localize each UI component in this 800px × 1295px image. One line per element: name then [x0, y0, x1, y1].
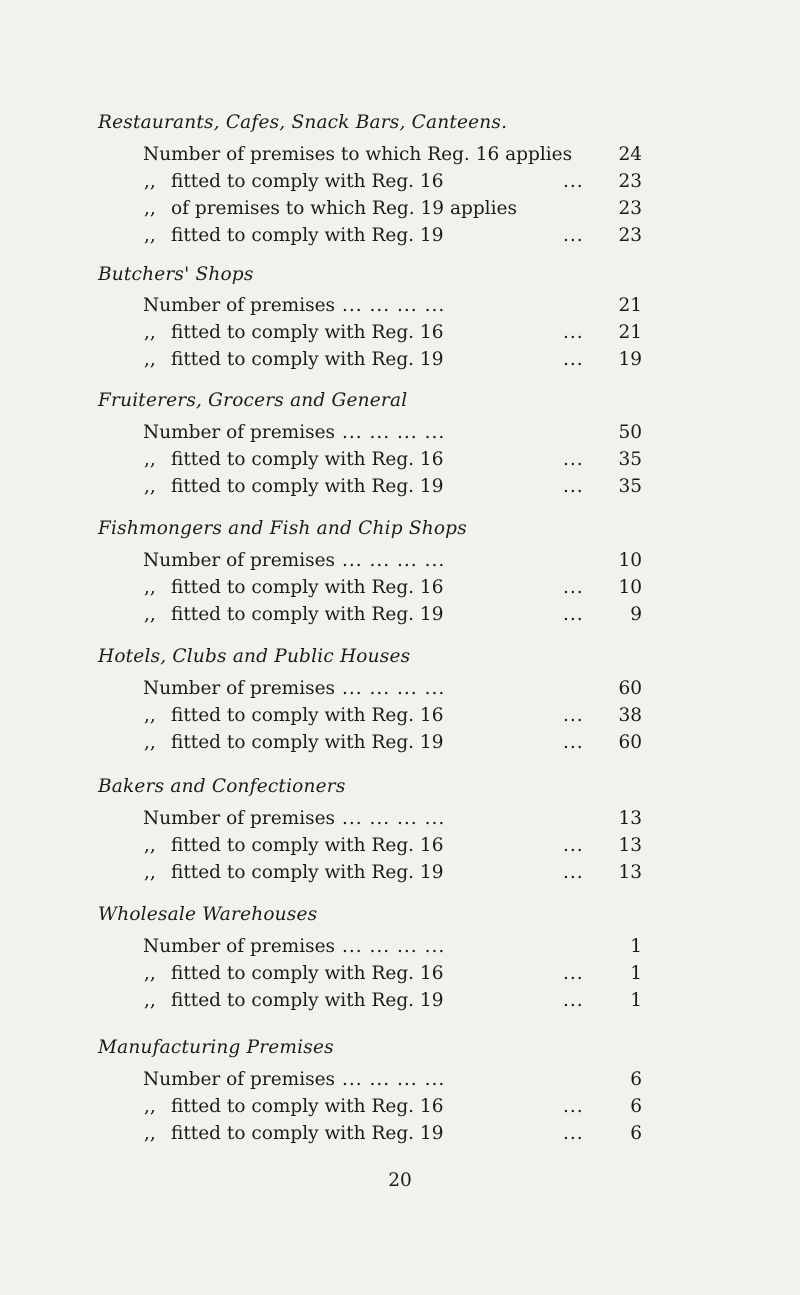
table-row: [0, 808, 800, 836]
dot-leaders: ...: [563, 322, 584, 343]
ditto-mark: ,,: [144, 990, 156, 1011]
section-heading: Bakers and Confectioners: [98, 776, 346, 797]
section-heading: Wholesale Warehouses: [98, 904, 318, 925]
row-value: 50: [618, 422, 642, 443]
row-value: 19: [618, 349, 642, 370]
row-label: Number of premises: [143, 808, 336, 829]
ditto-mark: ,,: [144, 577, 156, 598]
dot-leaders: ...: [563, 1123, 584, 1144]
dot-leaders: ...: [563, 705, 584, 726]
row-label: fitted to comply with Reg. 16: [171, 705, 444, 726]
row-value: 6: [630, 1096, 642, 1117]
table-row: [0, 349, 800, 377]
section-heading: Restaurants, Cafes, Snack Bars, Canteens.: [98, 112, 508, 133]
ditto-mark: ,,: [144, 1096, 156, 1117]
dot-leaders: ... ... ... ...: [342, 678, 446, 699]
row-label: fitted to comply with Reg. 16: [171, 449, 444, 470]
row-value: 23: [618, 225, 642, 246]
row-label: Number of premises: [143, 295, 336, 316]
row-value: 38: [618, 705, 642, 726]
dot-leaders: ...: [563, 225, 584, 246]
row-label: Number of premises: [143, 936, 336, 957]
row-label: Number of premises: [143, 1069, 336, 1090]
table-row: [0, 1123, 800, 1151]
row-label: fitted to comply with Reg. 19: [171, 225, 444, 246]
section-heading: Fishmongers and Fish and Chip Shops: [98, 518, 467, 539]
row-value: 13: [618, 808, 642, 829]
row-value: 35: [618, 449, 642, 470]
row-value: 6: [630, 1069, 642, 1090]
dot-leaders: ...: [563, 476, 584, 497]
row-value: 9: [630, 604, 642, 625]
dot-leaders: ... ... ... ...: [342, 422, 446, 443]
row-value: 21: [618, 322, 642, 343]
row-value: 35: [618, 476, 642, 497]
row-label: Number of premises: [143, 678, 336, 699]
row-label: fitted to comply with Reg. 19: [171, 349, 444, 370]
ditto-mark: ,,: [144, 171, 156, 192]
row-value: 6: [630, 1123, 642, 1144]
dot-leaders: ...: [563, 604, 584, 625]
dot-leaders: ...: [563, 449, 584, 470]
dot-leaders: ... ... ... ...: [342, 550, 446, 571]
dot-leaders: ... ... ... ...: [342, 1069, 446, 1090]
row-label: Number of premises to which Reg. 16 applies: [143, 144, 573, 165]
ditto-mark: ,,: [144, 225, 156, 246]
table-row: [0, 678, 800, 706]
row-label: fitted to comply with Reg. 16: [171, 577, 444, 598]
table-row: [0, 295, 800, 323]
section-heading: Manufacturing Premises: [98, 1037, 334, 1058]
table-row: [0, 577, 800, 605]
section-heading: Fruiterers, Grocers and General: [98, 390, 408, 411]
ditto-mark: ,,: [144, 449, 156, 470]
row-value: 1: [630, 990, 642, 1011]
row-value: 21: [618, 295, 642, 316]
row-label: Number of premises: [143, 422, 336, 443]
dot-leaders: ...: [563, 990, 584, 1011]
ditto-mark: ,,: [144, 349, 156, 370]
ditto-mark: ,,: [144, 705, 156, 726]
dot-leaders: ...: [563, 577, 584, 598]
dot-leaders: ...: [563, 963, 584, 984]
table-row: [0, 732, 800, 760]
table-row: [0, 604, 800, 632]
table-row: [0, 476, 800, 504]
row-label: fitted to comply with Reg. 19: [171, 1123, 444, 1144]
table-row: [0, 963, 800, 991]
ditto-mark: ,,: [144, 835, 156, 856]
dot-leaders: ... ... ... ...: [342, 295, 446, 316]
dot-leaders: ...: [563, 835, 584, 856]
ditto-mark: ,,: [144, 476, 156, 497]
row-label: fitted to comply with Reg. 16: [171, 1096, 444, 1117]
dot-leaders: ...: [563, 1096, 584, 1117]
table-row: [0, 225, 800, 253]
table-row: [0, 144, 800, 172]
table-row: [0, 449, 800, 477]
table-row: [0, 1096, 800, 1124]
table-row: [0, 705, 800, 733]
row-value: 1: [630, 963, 642, 984]
section-heading: Hotels, Clubs and Public Houses: [98, 646, 411, 667]
table-row: [0, 990, 800, 1018]
row-value: 1: [630, 936, 642, 957]
row-label: of premises to which Reg. 19 applies: [171, 198, 517, 219]
table-row: [0, 936, 800, 964]
row-value: 23: [618, 171, 642, 192]
row-label: Number of premises: [143, 550, 336, 571]
row-value: 13: [618, 835, 642, 856]
table-row: [0, 422, 800, 450]
row-label: fitted to comply with Reg. 16: [171, 835, 444, 856]
ditto-mark: ,,: [144, 198, 156, 219]
row-label: fitted to comply with Reg. 19: [171, 732, 444, 753]
row-label: fitted to comply with Reg. 16: [171, 171, 444, 192]
row-label: fitted to comply with Reg. 19: [171, 604, 444, 625]
row-label: fitted to comply with Reg. 16: [171, 322, 444, 343]
table-row: [0, 862, 800, 890]
dot-leaders: ...: [563, 862, 584, 883]
row-value: 24: [618, 144, 642, 165]
row-value: 23: [618, 198, 642, 219]
row-value: 10: [618, 550, 642, 571]
row-value: 60: [618, 732, 642, 753]
table-row: [0, 835, 800, 863]
row-label: fitted to comply with Reg. 16: [171, 963, 444, 984]
ditto-mark: ,,: [144, 1123, 156, 1144]
row-value: 13: [618, 862, 642, 883]
dot-leaders: ...: [563, 349, 584, 370]
row-label: fitted to comply with Reg. 19: [171, 990, 444, 1011]
row-value: 60: [618, 678, 642, 699]
dot-leaders: ...: [563, 732, 584, 753]
table-row: [0, 1069, 800, 1097]
page-number: 20: [388, 1170, 412, 1191]
ditto-mark: ,,: [144, 963, 156, 984]
dot-leaders: ...: [563, 171, 584, 192]
table-row: [0, 322, 800, 350]
row-label: fitted to comply with Reg. 19: [171, 476, 444, 497]
row-value: 10: [618, 577, 642, 598]
ditto-mark: ,,: [144, 862, 156, 883]
table-row: [0, 550, 800, 578]
ditto-mark: ,,: [144, 604, 156, 625]
table-row: [0, 171, 800, 199]
dot-leaders: ... ... ... ...: [342, 936, 446, 957]
ditto-mark: ,,: [144, 732, 156, 753]
table-row: [0, 198, 800, 226]
dot-leaders: ... ... ... ...: [342, 808, 446, 829]
ditto-mark: ,,: [144, 322, 156, 343]
row-label: fitted to comply with Reg. 19: [171, 862, 444, 883]
section-heading: Butchers' Shops: [98, 264, 254, 285]
